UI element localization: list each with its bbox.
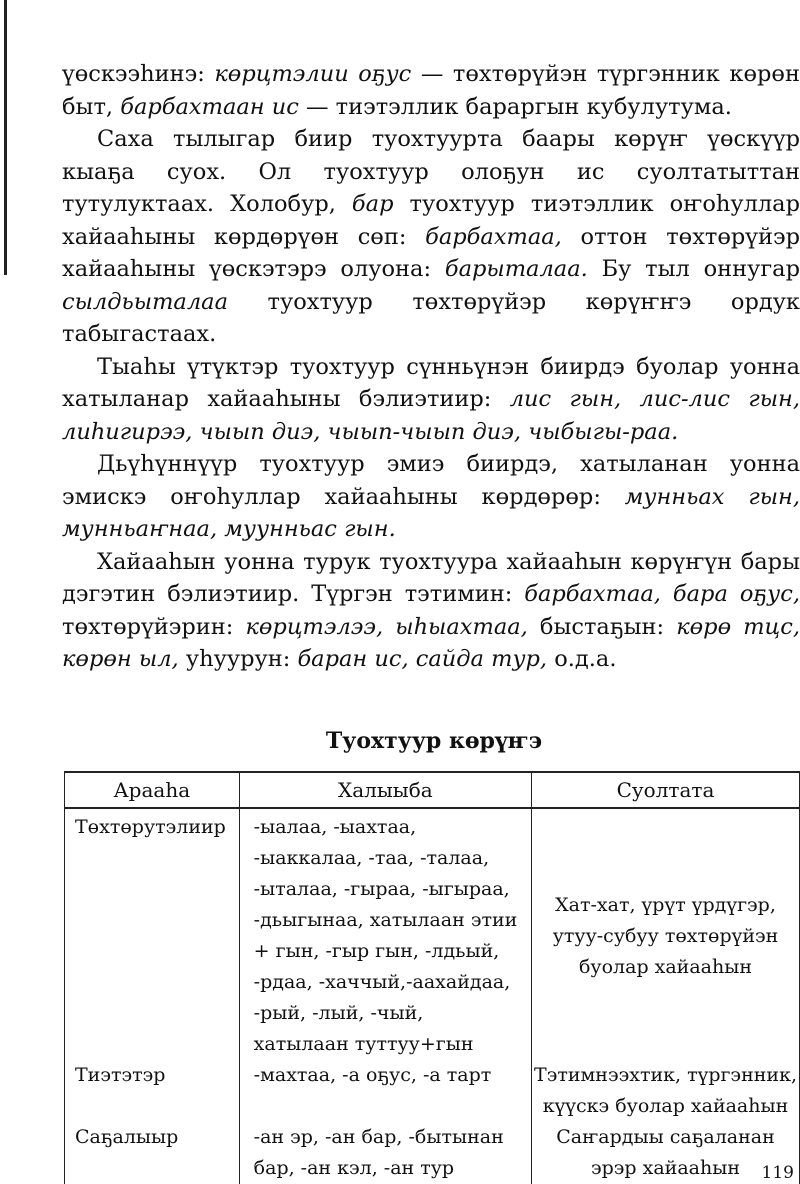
suffix-cell (239, 1122, 531, 1184)
meaning-line: Хат-хат, үрүт үрдүгэр, (555, 893, 776, 916)
italic-example: бар (351, 191, 394, 217)
meaning-line: эрэр хайааһын (590, 1157, 741, 1179)
text-segment: — төхтөрүйэн түргэнник көрөн быт, (62, 61, 800, 120)
italic-example: барыталаа. (444, 256, 588, 282)
suffix-line: -ан эр, -ан бар, -бытынан (253, 1126, 504, 1148)
margin-line (4, 0, 7, 275)
text-segment: Тыаһы үтүктэр туохтуур сүнньүнэн биирдэ буолар уонна хатыланар хайааһыны бэлиэтиир: (62, 353, 800, 412)
paragraph (62, 123, 800, 351)
suffix-line: -махтаа, -а оҕус, -а тарт (253, 1064, 492, 1086)
italic-example: мунньах гын, мунньаҥнаа, муунньас гын. (62, 483, 800, 542)
text-segment: Бу тыл оннугар (587, 256, 800, 282)
table-row (65, 808, 800, 1060)
text-segment: Хайааһын уонна турук туохтуура хайааһын көрүҥүн бары дэгэтин бэлиэтиир. Түргэн тэтимин: (62, 548, 800, 607)
text-segment: о.д.а. (547, 646, 617, 672)
meaning-cell (532, 808, 800, 1060)
suffix-cell (239, 1060, 531, 1122)
paragraph (62, 546, 800, 676)
text-segment: туохтуур төхтөрүйэр көрүҥҥэ ордук табыгастаах. (62, 288, 800, 347)
meaning-cell (532, 1060, 800, 1122)
paragraph (62, 58, 800, 123)
aspect-type: Төхтөрутэлиир (65, 808, 240, 1060)
text-segment: туохтуур тиэтэллик оҥоһуллар хайааһыны көрдөрүөн сөп: (62, 191, 800, 250)
italic-example: сылдьыталаа (62, 288, 228, 315)
table-row (65, 1060, 800, 1122)
header-suffix: Халыыба (239, 772, 531, 808)
italic-example: көрцтэлии оҕус (214, 61, 412, 87)
meaning-line: Тэтимнээхтик, түргэнник, (534, 1064, 797, 1086)
suffix-line: хатылаан туттуу+гын (253, 1033, 474, 1055)
text-segment: уһуурун: (178, 646, 298, 672)
italic-example: барбахтаан ис (120, 93, 299, 120)
suffix-line: -дьыгынаа, хатылаан этии (253, 909, 518, 931)
page-number: 119 (761, 1163, 794, 1183)
italic-example: көрө тцс, көрөн ыл, (62, 613, 800, 672)
italic-example: барбахтаа, (425, 223, 562, 250)
table-title: Туохтуур көрүҥэ (325, 728, 543, 754)
table-header-row (65, 772, 800, 808)
text-segment: Саха тылыгар биир туохтуурта баары көрүҥ үөскүүр кыаҕа суох. Ол туохтуур олоҕун ис суолтатыттан тутулуктаах. Холобур, (62, 126, 800, 217)
meaning-cell (532, 1122, 800, 1184)
paragraph (62, 351, 800, 449)
table-row (65, 1122, 800, 1184)
text-segment: быстаҕын: (527, 613, 677, 640)
aspect-type: Саҕалыыр (65, 1122, 240, 1184)
italic-example: лис гын, лис-лис гын, лиһигирээ, чыып диэ, чыып-чыып диэ, чыбыгы-раа. (62, 386, 800, 445)
body-text (62, 58, 800, 676)
suffix-cell (239, 808, 531, 1060)
meaning-line: күүскэ буолар хайааһын (542, 1095, 789, 1117)
suffix-line: -рый, -лый, -чый, (253, 1002, 424, 1024)
suffix-line: -ыалаа, -ыахтаа, (253, 816, 417, 838)
text-segment: Дьүһүннүүр туохтуур эмиэ биирдэ, хатыланан уонна эмискэ оҥоһуллар хайааһыны көрдөрөр: (62, 451, 800, 510)
header-type: Арааһа (65, 772, 240, 808)
text-segment: — тиэтэллик бараргын кубулутума. (298, 93, 732, 120)
italic-example: барбахтаа, бара оҕус, (524, 581, 800, 607)
verb-aspect-table (64, 771, 800, 1184)
meaning-line: утуу-субуу төхтөрүйэн (552, 924, 779, 947)
text-segment: төхтөрүйэрин: (62, 613, 246, 640)
italic-example: баран ис, сайда тур, (297, 646, 548, 672)
suffix-line: -рдаа, -хаччый,-аахайдаа, (253, 971, 511, 993)
aspect-type: Тиэтэтэр (65, 1060, 240, 1122)
header-meaning: Суолтата (532, 772, 800, 808)
meaning-line: Саҥардыы саҕаланан (556, 1126, 775, 1148)
italic-example: көрцтэлээ, ыһыахтаа, (245, 613, 528, 640)
suffix-line: -ыталаа, -гыраа, -ыгыраа, (253, 878, 510, 900)
suffix-line: -ыаккалаа, -таа, -талаа, (253, 847, 490, 869)
text-segment: оттон төхтөрүйэр хайааһыны үөскэтэрэ олуона: (62, 223, 800, 282)
suffix-line: бар, -ан кэл, -ан тур (253, 1157, 455, 1179)
paragraph (62, 448, 800, 546)
suffix-line: + гын, -гыр гын, -лдьый, (253, 940, 500, 962)
text-segment: үөскээһинэ: (62, 61, 215, 87)
meaning-line: буолар хайааһын (578, 955, 753, 978)
